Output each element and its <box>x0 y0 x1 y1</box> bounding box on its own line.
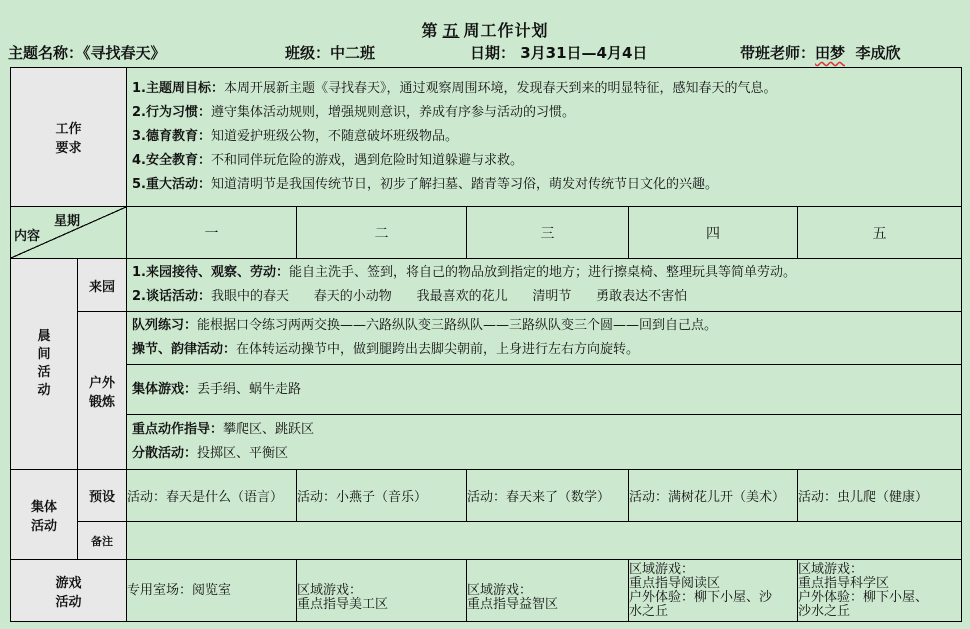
work-requirements-row <box>11 68 962 207</box>
arrival-row <box>11 259 962 312</box>
arrival-label: 来园 <box>78 259 127 312</box>
work-item: 1.主题周目标：本周开展新主题《寻找春天》，通过观察周围环境，发现春天到来的明显特征，感知春天的气息。 <box>132 81 777 96</box>
outdoor-game-row <box>11 365 962 415</box>
game-activity-label: 游戏 活动 <box>11 560 127 622</box>
game-cell-wed: 区域游戏： 重点指导益智区 <box>467 560 629 622</box>
group-activity-wed: 活动：春天来了（数学） <box>467 470 629 522</box>
day-fri: 五 <box>798 207 962 259</box>
plan-table <box>10 67 962 622</box>
outdoor-focus-content: 重点动作指导：攀爬区、跳跃区 分散活动：投掷区、平衡区 <box>127 415 962 470</box>
work-requirements-content <box>127 68 962 207</box>
group-activity-thu: 活动：满树花儿开（美术） <box>629 470 798 522</box>
work-item: 4.安全教育：不和同伴玩危险的游戏，遇到危险时知道躲避与求救。 <box>132 153 524 168</box>
group-activity-tue: 活动：小燕子（音乐） <box>297 470 467 522</box>
day-tue: 二 <box>297 207 467 259</box>
morning-activity-label: 晨 间 活 动 <box>11 259 78 470</box>
outdoor-drill-row <box>11 312 962 365</box>
content-label: 内容 <box>14 229 41 244</box>
arrival-content: 1.来园接待、观察、劳动：能自主洗手、签到，将自己的物品放到指定的地方；进行擦桌椅、整理玩具等简单劳动。 2.谈话活动：我眼中的春天 春天的小动物 我最喜欢的花儿 清明节 勇敢表达不害怕 <box>127 259 962 312</box>
theme-name: 主题名称：《寻找春天》 <box>8 44 166 62</box>
group-activity-fri: 活动：虫儿爬（健康） <box>798 470 962 522</box>
day-wed: 三 <box>467 207 629 259</box>
weekday-label: 星期 <box>54 214 81 229</box>
outdoor-game-content: 集体游戏：丢手绢、蜗牛走路 <box>127 365 962 415</box>
game-cell-thu: 区域游戏： 重点指导阅读区 户外体验：柳下小屋、沙 水之丘 <box>629 560 798 622</box>
work-requirements-label: 工作 要求 <box>11 68 127 207</box>
day-thu: 四 <box>629 207 798 259</box>
outdoor-drill-content: 队列练习：能根据口令练习两两交换——六路纵队变三路纵队——三路纵队变三个圆——回到自己点。 操节、韵律活动：在体转运动操节中，做到腿跨出去脚尖朝前，上身进行左右方向旋转。 <box>127 312 962 365</box>
game-cell-tue: 区域游戏： 重点指导美工区 <box>297 560 467 622</box>
group-activity-mon: 活动：春天是什么（语言） <box>127 470 297 522</box>
teachers: 带班老师：田梦 李成欣 <box>740 44 901 62</box>
week-number: 五 <box>442 21 460 40</box>
game-activity-row <box>11 560 962 622</box>
group-activity-label: 集体 活动 <box>11 470 78 560</box>
page-title: 第 五 周工作计划 <box>421 21 549 40</box>
day-mon: 一 <box>127 207 297 259</box>
class-name: 班级：中二班 <box>285 44 376 62</box>
group-note-row <box>11 522 962 560</box>
weekday-row <box>11 207 962 259</box>
game-cell-mon: 专用室场：阅览室 <box>127 560 297 622</box>
preset-label: 预设 <box>78 470 127 522</box>
group-note-content <box>127 522 962 560</box>
outdoor-focus-row <box>11 415 962 470</box>
group-preset-row <box>11 470 962 522</box>
outdoor-exercise-label: 户外 锻炼 <box>78 312 127 470</box>
date-range: 日期： 3月31日—4月4日 <box>470 44 648 62</box>
weekday-corner <box>11 207 127 259</box>
work-item: 2.行为习惯：遵守集体活动规则，增强规则意识，养成有序参与活动的习惯。 <box>132 105 576 120</box>
work-item: 5.重大活动：知道清明节是我国传统节日，初步了解扫墓、踏青等习俗，萌发对传统节日文化的兴趣。 <box>132 177 719 192</box>
game-cell-fri: 区域游戏： 重点指导科学区 户外体验：柳下小屋、 沙水之丘 <box>798 560 962 622</box>
note-label: 备注 <box>78 522 127 560</box>
work-item: 3.德育教育：知道爱护班级公物，不随意破坏班级物品。 <box>132 129 459 144</box>
